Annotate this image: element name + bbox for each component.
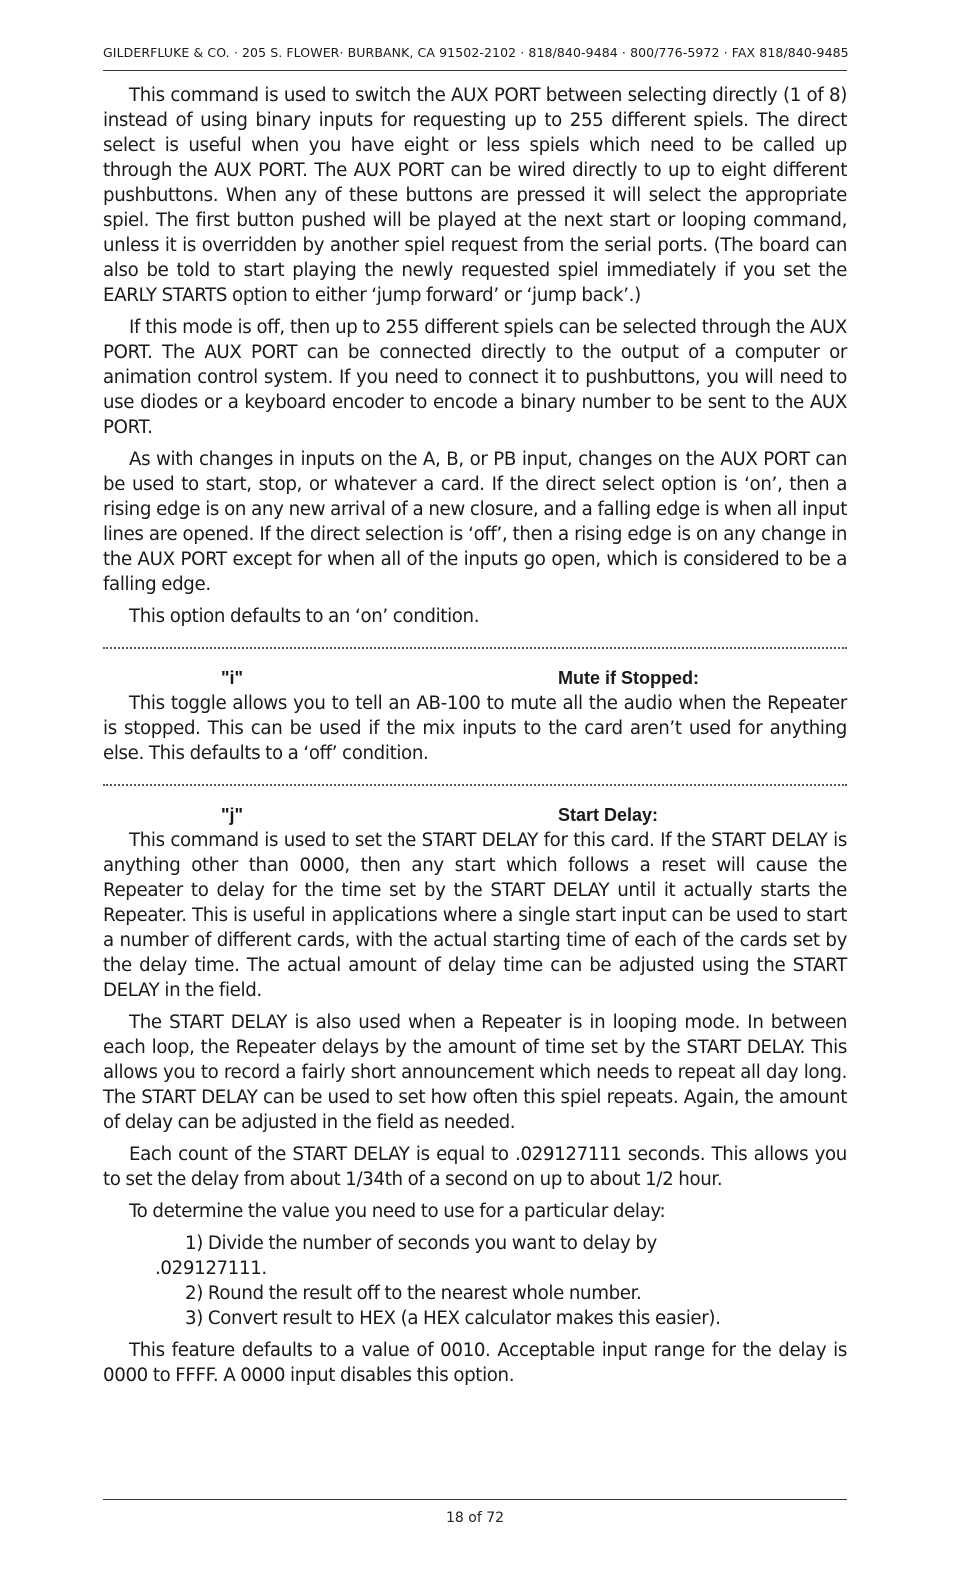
dotted-divider — [103, 784, 847, 786]
command-heading-i — [103, 665, 847, 691]
step-1-continued: .029127111. — [155, 1258, 267, 1279]
step-3: 3) Convert result to HEX (a HEX calculator makes this easier). — [185, 1308, 721, 1329]
paragraph-count-duration: Each count of the START DELAY is equal to .029127111 seconds. This allows you to set the delay from about 1/34th of a second on up to about 1/2 hour. — [103, 1144, 847, 1190]
document-page — [103, 44, 847, 1395]
footer-rule — [103, 1499, 847, 1500]
paragraph-determine-value: To determine the value you need to use for a particular delay: — [129, 1201, 666, 1222]
paragraph-default-on: This option defaults to an ‘on’ condition. — [129, 606, 480, 627]
page-number: 18 of 72 — [445, 1510, 505, 1526]
command-key: "i" — [221, 668, 244, 688]
command-title: Start Delay: — [558, 805, 659, 825]
dotted-divider — [103, 647, 847, 649]
paragraph-aux-edges: As with changes in inputs on the A, B, or PB input, changes on the AUX PORT can be used to start, stop, or whatever a card. If the direct select option is ‘on’, then a rising edge is on any new arrival of a new closure, and a falling edge is when all input lines are opened. If the direct selection is ‘off’, then a rising edge is on any change in the AUX PORT except for when all of the inputs go open, which is considered to be a falling edge. — [103, 449, 847, 595]
page-header: GILDERFLUKE & CO. · 205 S. FLOWER· BURBANK, CA 91502-2102 · 818/840-9484 · 800/776-5972 · FAX 818/840-9485 — [103, 44, 847, 71]
paragraph-mute-if-stopped: This toggle allows you to tell an AB-100 to mute all the audio when the Repeater is stopped. This can be used if the mix inputs to the card aren’t used for anything else. This defaults to a ‘off’ condition. — [103, 693, 847, 764]
command-key: "j" — [221, 805, 244, 825]
step-2: 2) Round the result off to the nearest whole number. — [185, 1283, 642, 1304]
steps-list — [103, 1231, 847, 1331]
paragraph-mode-off: If this mode is off, then up to 255 different spiels can be selected through the AUX PORT. The AUX PORT can be connected directly to the output of a computer or animation control system. If you need to connect it to pushbuttons, you will need to use diodes or a keyboard encoder to encode a binary number to be sent to the AUX PORT. — [103, 317, 847, 438]
command-heading-j — [103, 802, 847, 828]
step-1: 1) Divide the number of seconds you want to delay by — [185, 1233, 657, 1254]
paragraph-direct-select: This command is used to switch the AUX PORT between selecting directly (1 of 8) instead of using binary inputs for requesting up to 255 different spiels. The direct select is useful when you have eight or less spiels which need to be called up through the AUX PORT. The AUX PORT can be wired directly to up to eight different pushbuttons. When any of these buttons are pressed it will select the appropriate spiel. The first button pushed will be played at the next start or looping command, unless it is overridden by another spiel request from the serial ports. (The board can also be told to start playing the newly requested spiel immediately if you set the EARLY STARTS option to either ‘jump forward’ or ‘jump back’.) — [103, 85, 847, 306]
command-title: Mute if Stopped: — [558, 668, 699, 688]
paragraph-start-delay: This command is used to set the START DELAY for this card. If the START DELAY is anything other than 0000, then any start which follows a reset will cause the Repeater to delay for the time set by the START DELAY until it actually starts the Repeater. This is useful in applications where a single start input can be used to start a number of different cards, with the actual starting time of each of the cards set by the delay time. The actual amount of delay time can be adjusted using the START DELAY in the field. — [103, 830, 847, 1001]
paragraph-defaults-range: This feature defaults to a value of 0010. Acceptable input range for the delay is 0000 to FFFF. A 0000 input disables this option. — [103, 1340, 847, 1386]
paragraph-looping-mode: The START DELAY is also used when a Repeater is in looping mode. In between each loop, the Repeater delays by the amount of time set by the START DELAY. This allows you to record a fairly short announcement which needs to repeat all day long. The START DELAY can be used to set how often this spiel repeats. Again, the amount of delay can be adjusted in the field as needed. — [103, 1012, 847, 1133]
